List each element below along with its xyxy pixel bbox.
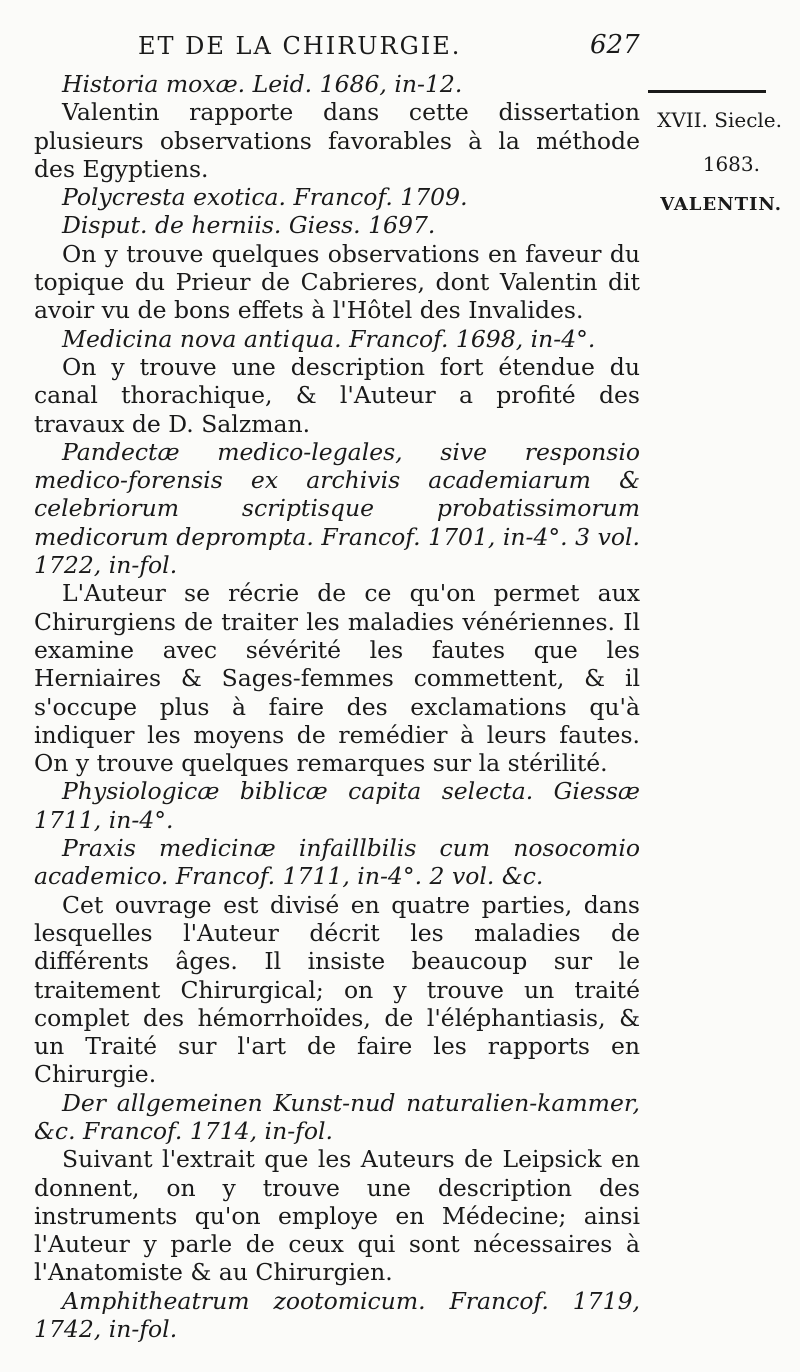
work-title: Physiologicæ biblicæ capita selecta. Giessæ 1711, in-4°. — [34, 777, 640, 834]
commentary-paragraph: Suivant l'extrait que les Auteurs de Leipsick en donnent, on y trouve une description des instruments qu'on employe en Médecine; ainsi l'Auteur y parle de ceux qui sont nécessaires à l'Anatomiste & au Chirurgien. — [34, 1145, 640, 1287]
work-title: Historia moxæ. Leid. 1686, in-12. — [62, 70, 463, 98]
page-body — [34, 70, 640, 1343]
commentary-paragraph: Valentin rapporte dans cette dissertation plusieurs observations favorables à la méthode des Egyptiens. — [34, 98, 640, 183]
margin-century: XVII. Siecle. — [657, 108, 782, 132]
work-title: Amphitheatrum zootomicum. Francof. 1719, 1742, in-fol. — [34, 1286, 640, 1344]
running-title: ET DE LA CHIRURGIE. — [138, 32, 462, 60]
commentary-paragraph: On y trouve une description fort étendue du canal thorachique, & l'Auteur a profité des travaux de D. Salzman. — [34, 352, 640, 438]
work-title: Praxis medicinæ infaillbilis cum nosocomio academico. Francof. 1711, in-4°. 2 vol. &c. — [34, 834, 640, 891]
margin-author: VALENTIN. — [660, 194, 782, 215]
commentary-paragraph: Cet ouvrage est divisé en quatre parties, dans lesquelles l'Auteur décrit les maladies de différents âges. Il insiste beaucoup sur le traitement Chirurgical; on y trouve un traité complet des hémorrhoïdes, de l'éléphantiasis, & un Traité sur l'art de faire les rapports en Chirurgie. — [34, 890, 640, 1089]
work-title: Medicina nova antiqua. Francof. 1698, in-4°. — [62, 324, 596, 353]
work-title: Polycresta exotica. Francof. 1709. — [62, 183, 468, 212]
margin-year: 1683. — [702, 152, 760, 176]
commentary-paragraph: On y trouve quelques observations en faveur du topique du Prieur de Cabrieres, dont Valentin dit avoir vu de bons effets à l'Hôtel des Invalides. — [34, 239, 640, 325]
work-title: Disput. de herniis. Giess. 1697. — [62, 211, 436, 240]
page-number: 627 — [590, 30, 640, 60]
work-title: Der allgemeinen Kunst-nud naturalien-kammer, &c. Francof. 1714, in-fol. — [34, 1088, 640, 1145]
commentary-paragraph: L'Auteur se récrie de ce qu'on permet aux Chirurgiens de traiter les maladies vénériennes. Il examine avec sévérité les fautes que les Herniaires & Sages-femmes commettent, & il s'occupe plus à faire des exclamations qu'à indiquer les moyens de remédier à leurs fautes. On y trouve quelques remarques sur la stérilité. — [34, 579, 640, 778]
margin-rule — [648, 90, 766, 93]
work-title: Pandectæ medico-legales, sive responsio medico-forensis ex archivis academiarum & celebriorum scriptisque probatissimorum medicorum deprompta. Francof. 1701, in-4°. 3 vol. 1722, in-fol. — [34, 437, 640, 580]
